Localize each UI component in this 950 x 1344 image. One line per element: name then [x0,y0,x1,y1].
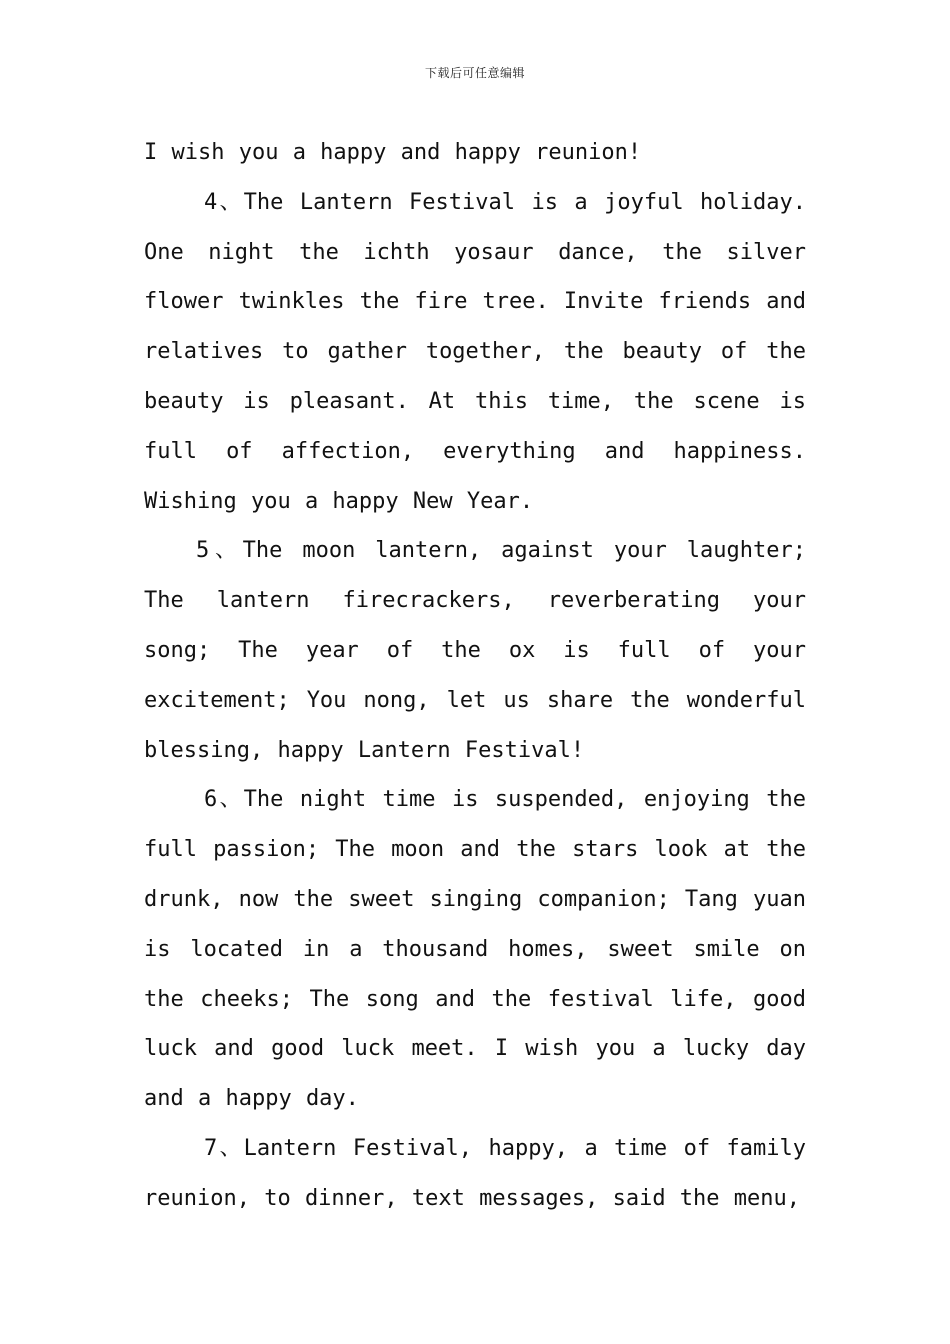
paragraph-item-5: 5、The moon lantern, against your laughter; The lantern firecrackers, reverberating your song; The year of the ox is full of your excitement; You nong, let us share the wonderful blessing, happy Lantern Festival! [144,538,806,763]
page-header: 下载后可任意编辑 [424,66,525,80]
paragraph-item-7: 7、Lantern Festival, happy, a time of family reunion, to dinner, text messages, said the menu, [144,1135,806,1211]
paragraph-item-6: 6、The night time is suspended, enjoying the full passion; The moon and the stars look at the drunk, now the sweet singing companion; Tang yuan is located in a thousand homes, sweet smile on the cheeks; The song and the festival life, good luck and good luck meet. I wish you a lucky day and a happy day. [144,787,806,1112]
paragraph-item-4: 4、The Lantern Festival is a joyful holiday. One night the ichth yosaur dance, the silver flower twinkles the fire tree. Invite friends and relatives to gather together, the beauty of the beauty is pleasant. At this time, the scene is full of affection, everything and happiness. Wishing you a happy New Year. [144,189,806,514]
document-body [144,128,806,1224]
paragraph-continuation: I wish you a happy and happy reunion! [144,140,642,165]
